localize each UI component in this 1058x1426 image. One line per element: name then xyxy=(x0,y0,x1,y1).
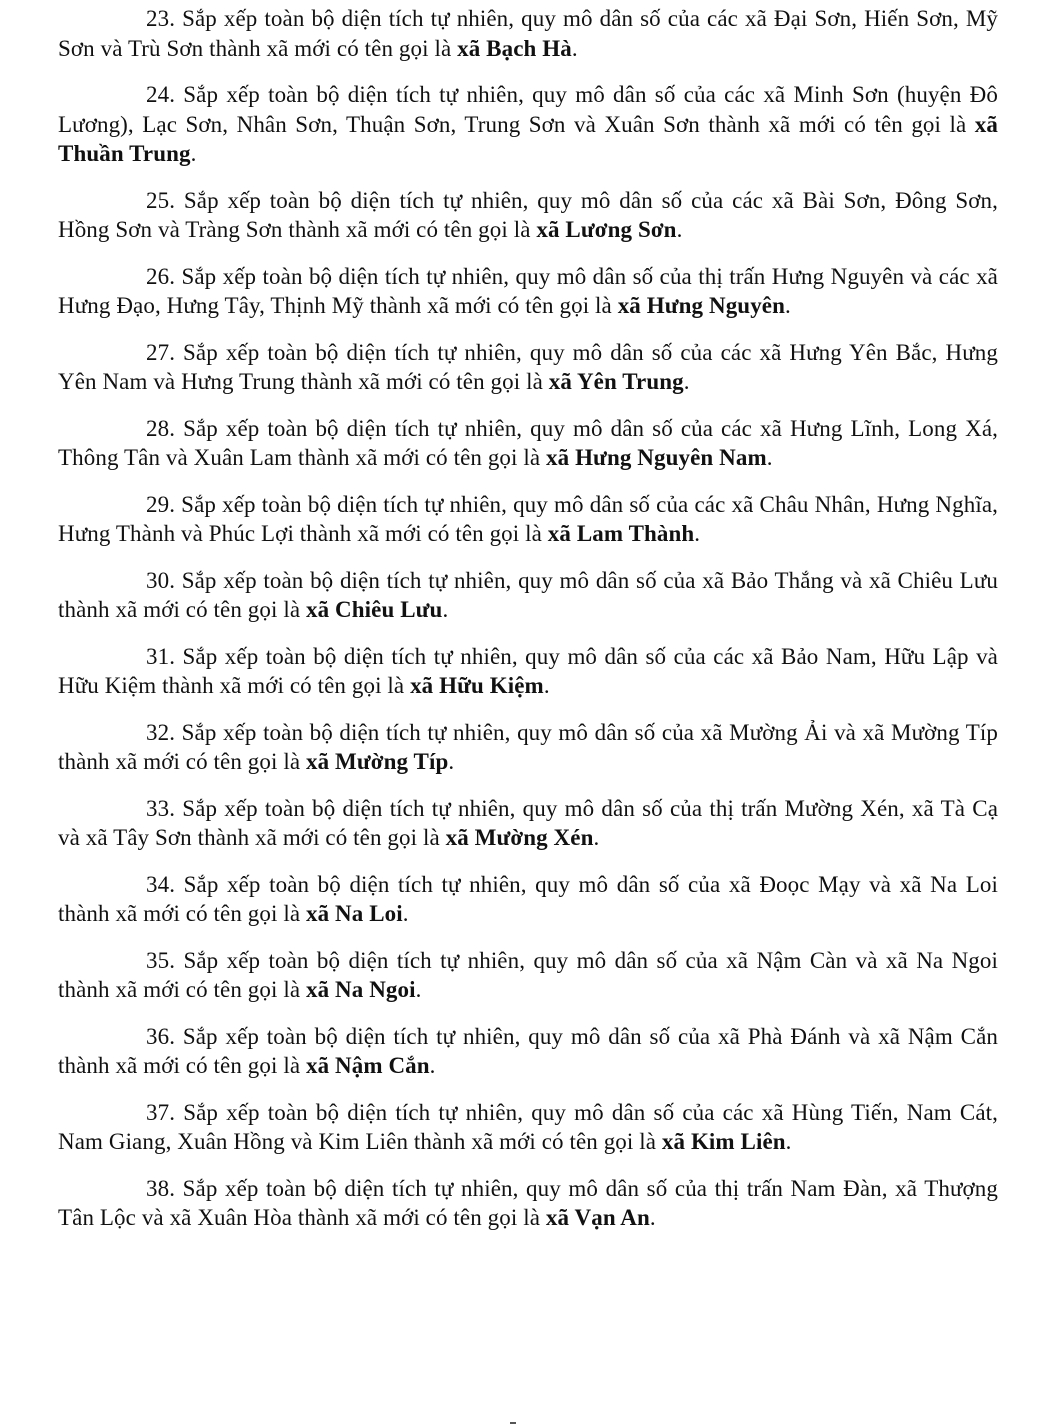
article-text: 29. Sắp xếp toàn bộ diện tích tự nhiên, quy mô dân số của các xã Châu Nhân, Hưng Nghĩa, Hưng Thành và Phúc Lợi thành xã mới có tên gọi là xyxy=(58,491,998,546)
article-34 xyxy=(58,870,998,929)
article-end: . xyxy=(694,521,701,546)
article-end: . xyxy=(785,1129,792,1154)
commune-name: xã Lương Sơn xyxy=(536,217,677,242)
article-end: . xyxy=(683,369,690,394)
article-28 xyxy=(58,414,998,473)
commune-name: xã Nậm Cắn xyxy=(306,1053,430,1078)
article-text: 30. Sắp xếp toàn bộ diện tích tự nhiên, quy mô dân số của xã Bảo Thắng và xã Chiêu Lưu thành xã mới có tên gọi là xyxy=(58,567,998,622)
article-end: . xyxy=(442,597,449,622)
article-31 xyxy=(58,642,998,701)
commune-name: xã Mường Xén xyxy=(445,825,594,850)
article-end: . xyxy=(593,825,600,850)
article-end: . xyxy=(429,1053,436,1078)
article-end: . xyxy=(415,977,422,1002)
article-text: 23. Sắp xếp toàn bộ diện tích tự nhiên, quy mô dân số của các xã Đại Sơn, Hiến Sơn, Mỹ Sơn và Trù Sơn thành xã mới có tên gọi là xyxy=(58,6,998,61)
article-text: 38. Sắp xếp toàn bộ diện tích tự nhiên, quy mô dân số của thị trấn Nam Đàn, xã Thượng Tân Lộc và xã Xuân Hòa thành xã mới có tên gọi là xyxy=(58,1175,998,1230)
article-end: . xyxy=(543,673,550,698)
article-text: 32. Sắp xếp toàn bộ diện tích tự nhiên, quy mô dân số của xã Mường Ải và xã Mường Típ thành xã mới có tên gọi là xyxy=(58,719,998,774)
commune-name: xã Vạn An xyxy=(545,1205,650,1230)
article-35 xyxy=(58,946,998,1005)
article-text: 33. Sắp xếp toàn bộ diện tích tự nhiên, quy mô dân số của thị trấn Mường Xén, xã Tà Cạ và xã Tây Sơn thành xã mới có tên gọi là xyxy=(58,795,998,850)
article-text: 24. Sắp xếp toàn bộ diện tích tự nhiên, quy mô dân số của các xã Minh Sơn (huyện Đô Lương), Lạc Sơn, Nhân Sơn, Thuận Sơn, Trung Sơn và Xuân Sơn thành xã mới có tên gọi là xyxy=(58,82,998,137)
commune-name: xã Chiêu Lưu xyxy=(306,597,443,622)
commune-name: xã Kim Liên xyxy=(661,1129,786,1154)
article-end: . xyxy=(402,901,409,926)
commune-name: xã Na Ngoi xyxy=(306,977,416,1002)
article-text: 37. Sắp xếp toàn bộ diện tích tự nhiên, quy mô dân số của các xã Hùng Tiến, Nam Cát, Nam Giang, Xuân Hồng và Kim Liên thành xã mới có tên gọi là xyxy=(58,1099,998,1154)
article-text: 25. Sắp xếp toàn bộ diện tích tự nhiên, quy mô dân số của các xã Bài Sơn, Đông Sơn, Hồng Sơn và Tràng Sơn thành xã mới có tên gọi là xyxy=(58,187,998,242)
article-37 xyxy=(58,1098,998,1157)
commune-name: xã Bạch Hà xyxy=(457,35,572,61)
commune-name: xã Hữu Kiệm xyxy=(410,673,544,698)
article-27 xyxy=(58,338,998,397)
article-23 xyxy=(58,4,998,63)
article-29 xyxy=(58,490,998,549)
article-32 xyxy=(58,718,998,777)
commune-name: xã Na Loi xyxy=(306,901,403,926)
article-text: 35. Sắp xếp toàn bộ diện tích tự nhiên, quy mô dân số của xã Nậm Càn và xã Na Ngoi thành xã mới có tên gọi là xyxy=(58,947,998,1002)
article-end: . xyxy=(448,749,455,774)
article-end: . xyxy=(571,35,578,61)
article-36 xyxy=(58,1022,998,1081)
commune-name: xã Hưng Nguyên xyxy=(617,293,785,318)
article-26 xyxy=(58,262,998,321)
article-end: . xyxy=(766,445,773,470)
page-edge-mark xyxy=(510,1422,516,1424)
article-30 xyxy=(58,566,998,625)
commune-name: xã Lam Thành xyxy=(547,521,695,546)
article-text: 26. Sắp xếp toàn bộ diện tích tự nhiên, quy mô dân số của thị trấn Hưng Nguyên và các xã Hưng Đạo, Hưng Tây, Thịnh Mỹ thành xã mới có tên gọi là xyxy=(58,263,998,318)
article-38 xyxy=(58,1174,998,1233)
article-text: 27. Sắp xếp toàn bộ diện tích tự nhiên, quy mô dân số của các xã Hưng Yên Bắc, Hưng Yên Nam và Hưng Trung thành xã mới có tên gọi là xyxy=(58,339,998,394)
article-text: 36. Sắp xếp toàn bộ diện tích tự nhiên, quy mô dân số của xã Phà Đánh và xã Nậm Cắn thành xã mới có tên gọi là xyxy=(58,1023,998,1078)
article-text: 28. Sắp xếp toàn bộ diện tích tự nhiên, quy mô dân số của các xã Hưng Lĩnh, Long Xá, Thông Tân và Xuân Lam thành xã mới có tên gọi là xyxy=(58,415,998,470)
article-end: . xyxy=(676,217,683,242)
article-25 xyxy=(58,186,998,245)
article-end: . xyxy=(190,141,197,166)
commune-name: xã Yên Trung xyxy=(548,369,684,394)
article-end: . xyxy=(649,1205,656,1230)
article-text: 31. Sắp xếp toàn bộ diện tích tự nhiên, quy mô dân số của các xã Bảo Nam, Hữu Lập và Hữu Kiệm thành xã mới có tên gọi là xyxy=(58,643,998,698)
commune-name: xã Mường Típ xyxy=(306,749,449,774)
article-24 xyxy=(58,80,998,169)
article-33 xyxy=(58,794,998,853)
commune-name: xã Thuần Trung xyxy=(58,111,998,166)
article-text: 34. Sắp xếp toàn bộ diện tích tự nhiên, quy mô dân số của xã Đoọc Mạy và xã Na Loi thành xã mới có tên gọi là xyxy=(58,871,998,926)
commune-name: xã Hưng Nguyên Nam xyxy=(546,445,767,470)
article-end: . xyxy=(785,293,791,318)
